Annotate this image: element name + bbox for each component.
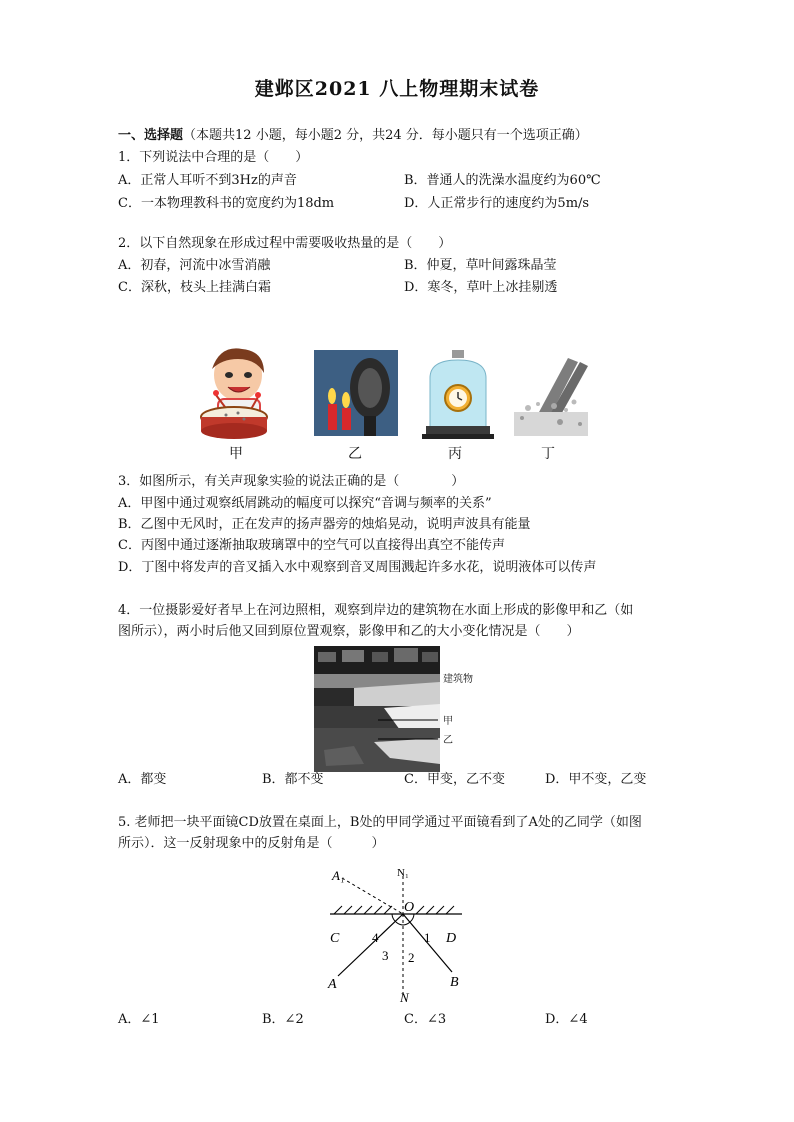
section-note: （本题共12 小题，每小题2 分，共24 分．每小题只有一个选项正确）	[183, 128, 588, 143]
q1-option-b: B．普通人的洗澡水温度约为60℃	[404, 173, 601, 188]
q5-stem-line1: 5. 老师把一块平面镜CD放置在桌面上，B处的甲同学通过平面镜看到了A处的乙同学（如图	[118, 815, 642, 830]
label-angle-4: 4	[372, 930, 379, 945]
figure-q4-label-lines	[378, 660, 450, 750]
ray-oa	[338, 914, 403, 976]
q5-option-a: A．∠1	[118, 1012, 160, 1027]
q4-option-d: D．甲不变，乙变	[545, 772, 647, 787]
figure-label-jia: 甲	[229, 446, 243, 462]
figure-label-yi: 乙	[348, 446, 362, 462]
label-d: D	[446, 931, 457, 946]
q2-stem: 2．以下自然现象在形成过程中需要吸收热量的是（ ）	[118, 236, 452, 251]
q2-option-d: D．寒冬，草叶上冰挂剔透	[404, 280, 558, 295]
q2-option-b: B．仲夏，草叶间露珠晶莹	[404, 258, 557, 273]
q3-option-b: B．乙图中无风时，正在发声的扬声器旁的烛焰晃动，说明声波具有能量	[118, 517, 531, 532]
label-n1: N₁	[397, 867, 409, 879]
figure-q4-label-building: 建筑物	[443, 674, 473, 685]
q3-option-d: D．丁图中将发声的音叉插入水中观察到音叉周围溅起许多水花，说明液体可以传声	[118, 560, 597, 575]
figure-q5-mirror-diagram	[320, 864, 470, 1010]
q1-option-a: A．正常人耳听不到3Hz的声音	[118, 173, 297, 188]
q3-option-c: C．丙图中通过逐渐抽取玻璃罩中的空气可以直接得出真空不能传声	[118, 538, 505, 553]
label-a: A	[328, 977, 337, 992]
q4-stem-line2: 图所示），两小时后他又回到原位置观察，影像甲和乙的大小变化情况是（ ）	[118, 624, 580, 639]
q2-option-c: C．深秋，枝头上挂满白霜	[118, 280, 271, 295]
q2-option-a: A．初春，河流中冰雪消融	[118, 258, 271, 273]
q3-option-a: A．甲图中通过观察纸屑跳动的幅度可以探究“音调与频率的关系”	[118, 496, 492, 511]
q1-option-c: C．一本物理教科书的宽度约为18dm	[118, 196, 335, 211]
page-title: 建邺区2021 八上物理期末试卷	[254, 78, 540, 100]
figure-label-ding: 丁	[541, 446, 555, 462]
virtual-ray-a1	[342, 878, 403, 914]
figure-ding-tuning-fork	[508, 352, 594, 438]
q1-option-d: D．人正常步行的速度约为5m/s	[404, 196, 590, 211]
figure-bing-bell-jar	[422, 350, 494, 440]
q5-option-c: C．∠3	[404, 1012, 447, 1027]
q5-option-b: B．∠2	[262, 1012, 304, 1027]
q1-stem: 1．下列说法中合理的是（ ）	[118, 150, 309, 165]
angle-arc-4	[392, 914, 396, 922]
label-n: N	[400, 990, 409, 1005]
angle-arc-2	[403, 922, 410, 925]
label-angle-2: 2	[408, 950, 415, 965]
q4-option-b: B．都不变	[262, 772, 324, 787]
label-angle-1: 1	[424, 930, 431, 945]
q5-stem-line2: 所示）．这一反射现象中的反射角是（ ）	[118, 836, 385, 851]
figure-jia-drum-boy	[198, 345, 278, 440]
q4-option-a: A．都变	[118, 772, 167, 787]
section-heading	[118, 125, 588, 147]
figure-label-bing: 丙	[448, 446, 462, 462]
label-a1: A₁	[332, 868, 345, 883]
q4-option-c: C．甲变，乙不变	[404, 772, 505, 787]
figure-yi-speaker-candle	[314, 350, 398, 436]
label-o: O	[404, 900, 415, 915]
label-angle-3: 3	[382, 948, 389, 963]
mirror-hatching	[334, 906, 454, 914]
q4-stem-line1: 4．一位摄影爱好者早上在河边照相，观察到岸边的建筑物在水面上形成的影像甲和乙（如	[118, 603, 634, 618]
label-c: C	[330, 931, 340, 946]
angle-arc-1	[410, 914, 414, 922]
figure-q4-label-jia: 甲	[443, 716, 453, 727]
label-b: B	[450, 975, 459, 990]
section-heading-label: 一、选择题	[118, 128, 184, 143]
q3-stem: 3．如图所示，有关声现象实验的说法正确的是（ ）	[118, 474, 465, 489]
figure-q4-label-yi: 乙	[443, 735, 453, 746]
q5-option-d: D．∠4	[545, 1012, 588, 1027]
angle-arc-3	[396, 922, 403, 925]
